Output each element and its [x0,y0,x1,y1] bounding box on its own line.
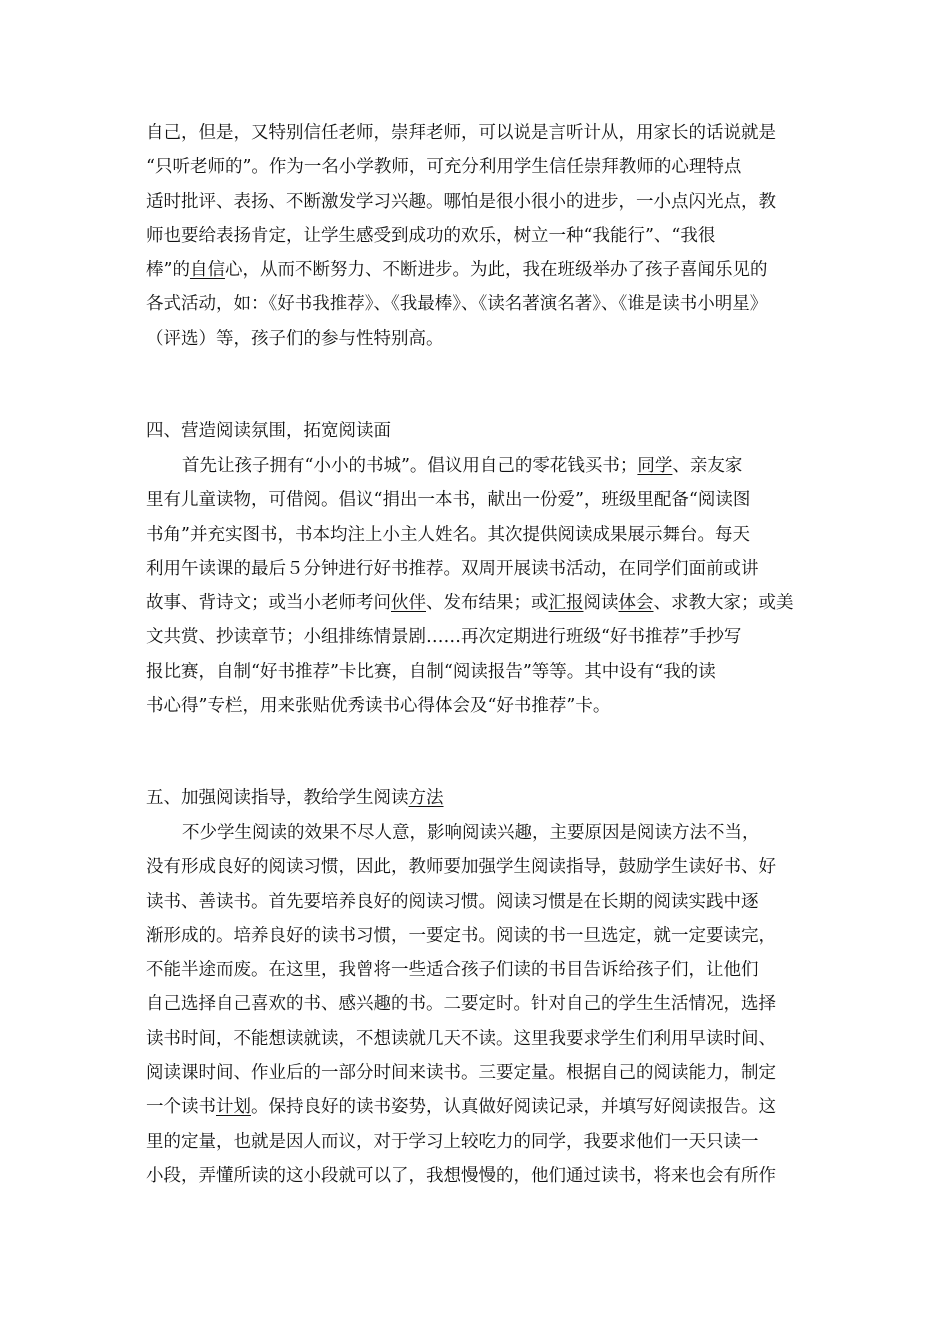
text-line: 自己选择自己喜欢的书、感兴趣的书。二要定时。针对自己的学生生活情况，选择 [146,994,776,1015]
text-line: 书心得”专栏，用来张贴优秀读书心得体会及“好书推荐”卡。 [146,696,611,717]
text-line: 读书、善读书。首先要培养良好的阅读习惯。阅读习惯是在长期的阅读实践中逐 [146,891,759,912]
text-line: 不少学生阅读的效果不尽人意，影响阅读兴趣，主要原因是阅读方法不当， [182,823,760,843]
text-line: 小段，弄懂所读的这小段就可以了，我想慢慢的，他们通过读书，将来也会有所作 [146,1165,776,1186]
text-line: 没有形成良好的阅读习惯，因此，教师要加强学生阅读指导，鼓励学生读好书、好 [146,857,776,878]
text-line: 文共赏、抄读章节；小组排练情景剧……再次定期进行班级“好书推荐”手抄写 [146,627,742,648]
underlined-term: 自信 [189,260,225,281]
text-line: 里有儿童读物，可借阅。倡议“捐出一本书，献出一份爱”，班级里配备“阅读图 [146,490,751,511]
paragraph-section-4 [146,449,806,723]
text-line: 读书时间，不能想读就读，不想读就几天不读。这里我要求学生们利用早读时间、 [146,1028,776,1049]
underlined-term: 体会 [618,593,654,614]
text-line: 不能半途而废。在这里，我曾将一些适合孩子们读的书目告诉给孩子们，让他们 [146,960,759,981]
underlined-term: 计划 [216,1097,251,1118]
paragraph-intro-continued [146,116,806,356]
text-line: 首先让孩子拥有“小小的书城”。倡议用自己的零花钱买书；同学、亲友家 [182,456,743,476]
text-line: 报比赛，自制“好书推荐”卡比赛，自制“阅读报告”等等。其中设有“我的读 [146,661,716,682]
text-line: 一个读书计划。保持良好的读书姿势，认真做好阅读记录，并填写好阅读报告。这 [146,1097,776,1118]
text-line: 利用午读课的最后５分钟进行好书推荐。双周开展读书活动，在同学们面前或讲 [146,558,759,579]
text-line: 故事、背诗文；或当小老师考问伙伴、发布结果；或汇报阅读体会、求教大家；或美 [146,593,794,614]
text-line: 棒”的自信心，从而不断努力、不断进步。为此，我在班级举办了孩子喜闻乐见的 [146,260,768,281]
text-line: （评选）等，孩子们的参与性特别高。 [146,328,444,349]
text-line: 各式活动，如：《好书我推荐》、《我最棒》、《读名著演名著》、《谁是读书小明星》 [146,294,768,315]
underlined-term: 伙伴 [391,593,426,614]
text-line: 自己，但是，又特别信任老师，崇拜老师，可以说是言听计从，用家长的话说就是 [146,123,776,143]
text-line: 师也要给表扬肯定，让学生感受到成功的欢乐，树立一种“我能行”、“我很 [146,225,716,246]
paragraph-section-5 [146,816,806,1193]
text-line: 书角”并充实图书，书本均注上小主人姓名。其次提供阅读成果展示舞台。每天 [146,524,750,545]
text-line: 适时批评、表扬、不断激发学习兴趣。哪怕是很小很小的进步，一小点闪光点，教 [146,191,776,212]
text-line: 阅读课时间、作业后的一部分时间来读书。三要定量。根据自己的阅读能力，制定 [146,1063,776,1084]
underlined-term: 同学 [637,456,673,476]
text-line: 渐形成的。培养良好的读书习惯，一要定书。阅读的书一旦选定，就一定要读完， [146,925,776,946]
text-line: “只听老师的”。作为一名小学教师，可充分利用学生信任崇拜教师的心理特点 [146,157,742,178]
underlined-term: 汇报 [548,593,584,614]
underlined-term: 方法 [408,788,444,808]
section-heading-4: 四、营造阅读氛围，拓宽阅读面 [146,421,391,441]
section-heading-5: 五、加强阅读指导，教给学生阅读方法 [146,788,444,808]
text-line: 里的定量，也就是因人而议，对于学习上较吃力的同学，我要求他们一天只读一 [146,1131,759,1152]
